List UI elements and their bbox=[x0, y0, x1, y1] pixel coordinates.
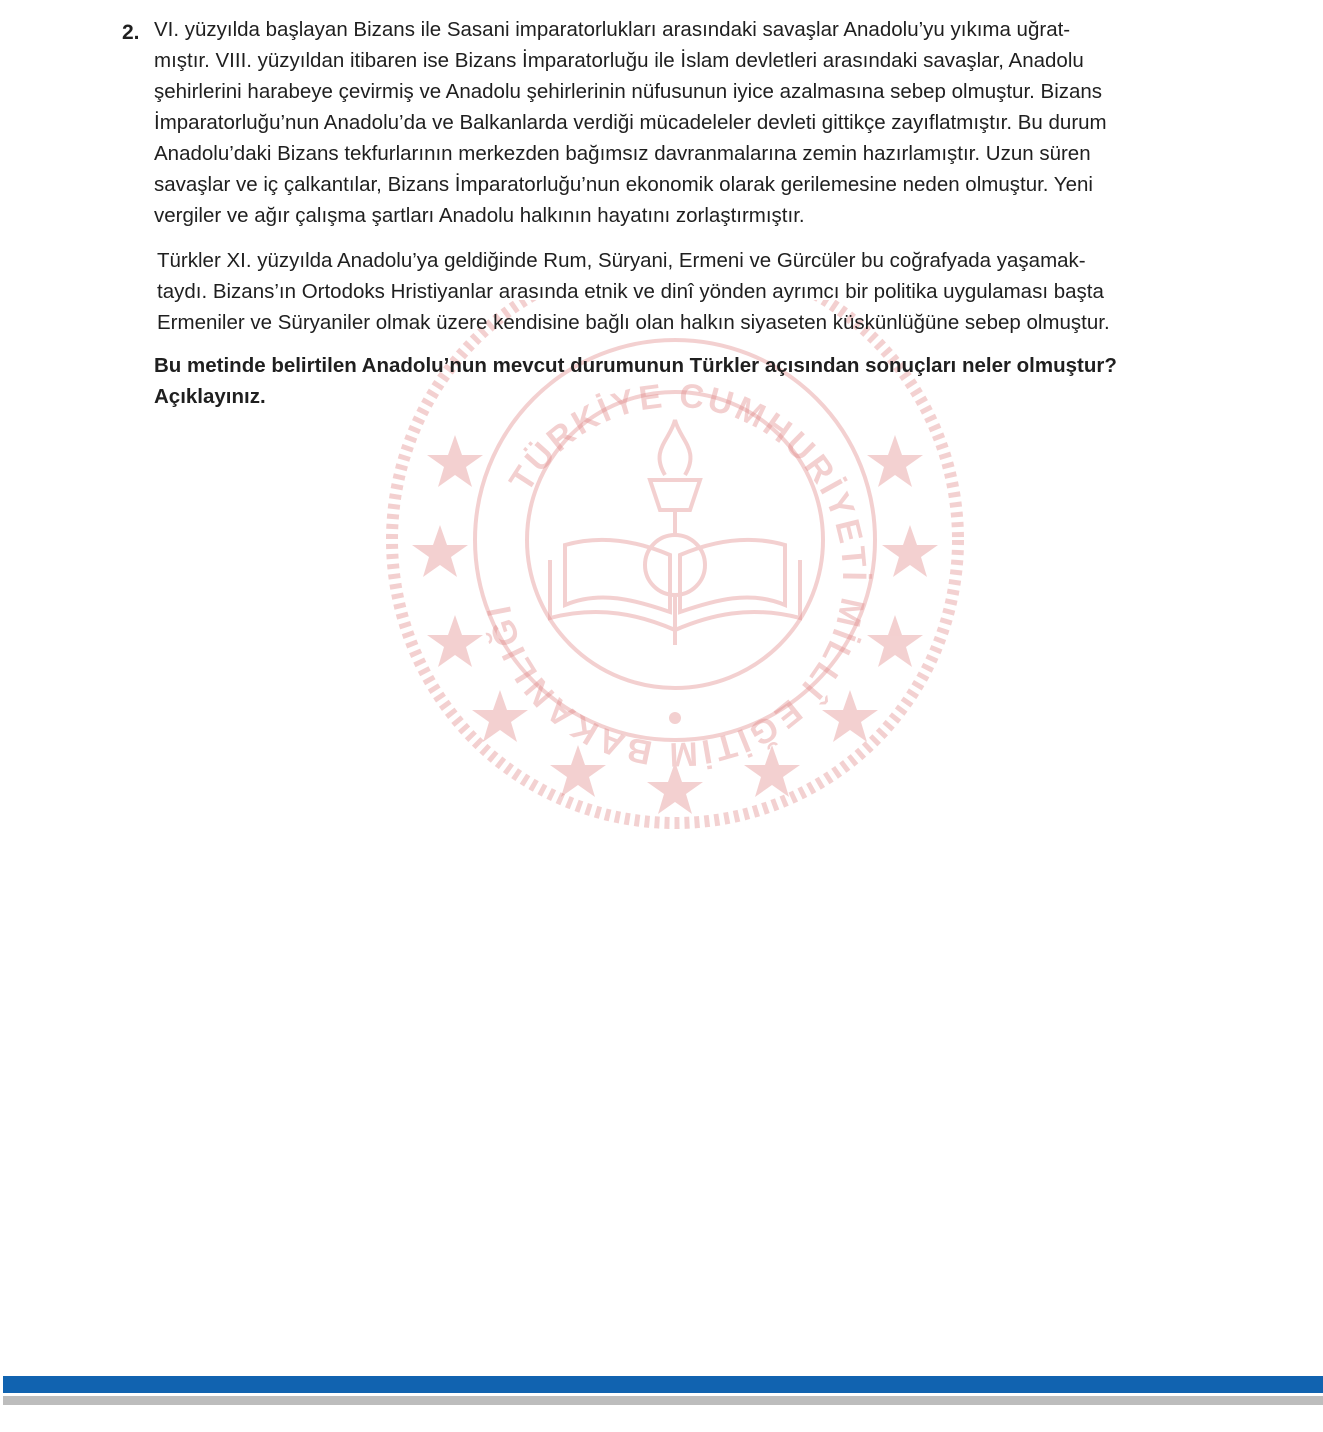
text-line: İmparatorluğu’nun Anadolu’da ve Balkanlarda verdiği mücadeleler devleti gittikçe zayıflatmıştır. Bu durum bbox=[154, 111, 1107, 134]
paragraph-1 bbox=[154, 14, 1204, 231]
text-line: vergiler ve ağır çalışma şartları Anadolu halkının hayatını zorlaştırmıştır. bbox=[154, 204, 805, 227]
paragraph-2 bbox=[157, 245, 1207, 338]
seal-text: TÜRKİYE CUMHURİYETİ MİLLÎ EĞİTİM BAKANLIĞI bbox=[479, 376, 874, 774]
question-number: 2. bbox=[122, 21, 140, 44]
footer-blue-bar bbox=[3, 1376, 1323, 1393]
text-line: taydı. Bizans’ın Ortodoks Hristiyanlar arasında etnik ve dinî yönden ayrımcı bir politika uygulaması başta bbox=[157, 280, 1104, 303]
text-line: mıştır. VIII. yüzyıldan itibaren ise Bizans İmparatorluğu ile İslam devletleri arasındaki savaşlar, Anadolu bbox=[154, 49, 1084, 72]
text-line: şehirlerini harabeye çevirmiş ve Anadolu şehirlerinin nüfusunun iyice azalmasına sebep olmuştur. Bizans bbox=[154, 80, 1103, 103]
text-line: VI. yüzyılda başlayan Bizans ile Sasani imparatorlukları arasındaki savaşlar Anadolu’yu yıkıma uğrat- bbox=[154, 18, 1071, 41]
prompt-line: Bu metinde belirtilen Anadolu’nun mevcut durumunun Türkler açısından sonuçları neler olmuştur? bbox=[154, 354, 1117, 377]
torch-book-emblem bbox=[550, 420, 800, 645]
seal-stars bbox=[412, 435, 938, 814]
footer-gray-stripe bbox=[3, 1396, 1323, 1405]
text-line: Ermeniler ve Süryaniler olmak üzere kendisine bağlı olan halkın siyaseten küskünlüğüne sebep olmuştur. bbox=[157, 311, 1110, 334]
text-line: Türkler XI. yüzyılda Anadolu’ya geldiğinde Rum, Süryani, Ermeni ve Gürcüler bu coğrafyada yaşamak- bbox=[157, 249, 1086, 272]
text-line: Anadolu’daki Bizans tekfurlarının merkezden bağımsız davranmalarına zemin hazırlamıştır. Uzun süren bbox=[154, 142, 1091, 165]
text-line: savaşlar ve iç çalkantılar, Bizans İmparatorluğu’nun ekonomik olarak gerilemesine neden olmuştur. Yeni bbox=[154, 173, 1093, 196]
prompt-line: Açıklayınız. bbox=[154, 385, 266, 408]
question-prompt bbox=[154, 350, 1234, 412]
